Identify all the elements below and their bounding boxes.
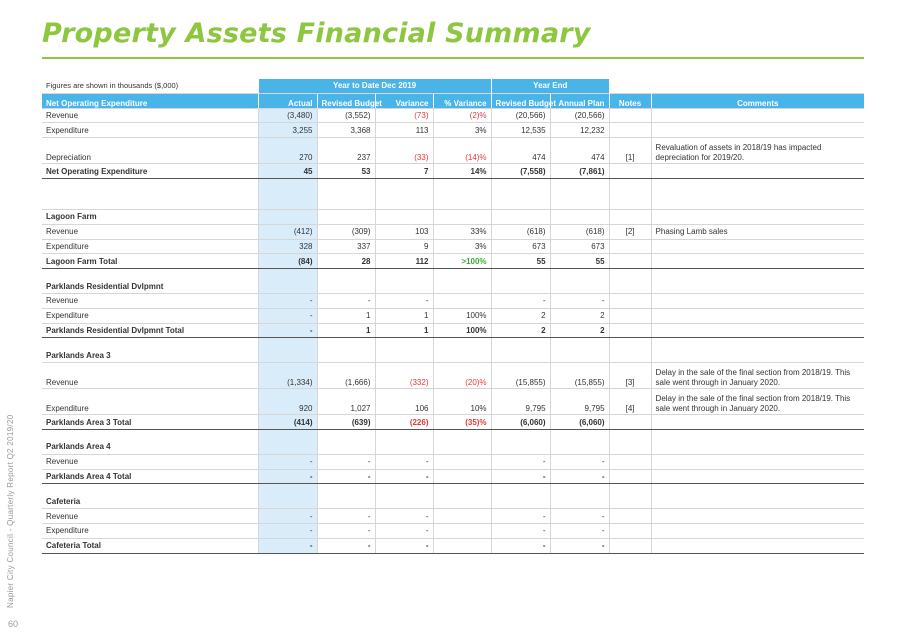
table-row <box>42 123 864 138</box>
cell-annual: 9,795 <box>550 389 609 415</box>
empty-cell <box>550 348 609 362</box>
empty-cell <box>375 440 433 454</box>
cell-actual: - <box>258 523 317 538</box>
row-label: Revenue <box>42 363 258 389</box>
cell-budget: 337 <box>317 239 375 254</box>
table-row <box>42 239 864 254</box>
cell-ye-budget: (7,558) <box>491 164 550 179</box>
cell-ye-budget: 9,795 <box>491 389 550 415</box>
row-label: Revenue <box>42 454 258 469</box>
cell-budget: - <box>317 509 375 524</box>
cell-actual: 328 <box>258 239 317 254</box>
empty-cell <box>258 209 317 224</box>
empty-cell <box>433 494 491 508</box>
row-label: Net Operating Expenditure <box>42 164 258 179</box>
cell-ye-budget: (15,855) <box>491 363 550 389</box>
cell-variance: - <box>375 469 433 484</box>
empty-cell <box>491 348 550 362</box>
spacer-cell <box>375 269 433 280</box>
section-label: Parklands Area 3 <box>42 348 258 362</box>
cell-annual: 2 <box>550 308 609 323</box>
col-header-ye-revised-budget: Revised Budget <box>491 93 550 108</box>
cell-variance: - <box>375 454 433 469</box>
cell-actual: (1,334) <box>258 363 317 389</box>
cell-budget: - <box>317 538 375 553</box>
section-heading-row <box>42 348 864 362</box>
total-row <box>42 164 864 179</box>
spacer-row <box>42 429 864 440</box>
spacer-cell <box>375 484 433 495</box>
col-header-comments: Comments <box>651 93 864 108</box>
cell-pct <box>433 523 491 538</box>
cell-pct <box>433 293 491 308</box>
cell-pct <box>433 509 491 524</box>
spacer-cell <box>651 484 864 495</box>
cell-comment <box>651 509 864 524</box>
row-label: Expenditure <box>42 239 258 254</box>
cell-annual: - <box>550 538 609 553</box>
spacer-cell <box>651 429 864 440</box>
cell-budget: (3,552) <box>317 108 375 123</box>
cell-comment <box>651 123 864 138</box>
cell-actual: - <box>258 323 317 338</box>
spacer-cell <box>491 429 550 440</box>
empty-cell <box>491 279 550 293</box>
total-row <box>42 254 864 269</box>
title-divider <box>42 57 864 59</box>
cell-variance: - <box>375 509 433 524</box>
cell-actual: 270 <box>258 138 317 164</box>
spacer-cell <box>317 484 375 495</box>
cell-ye-budget: 673 <box>491 239 550 254</box>
row-label: Expenditure <box>42 389 258 415</box>
empty-cell <box>651 348 864 362</box>
cell-pct: (35)% <box>433 415 491 430</box>
table-row <box>42 523 864 538</box>
cell-notes <box>609 123 651 138</box>
spacer-row <box>42 269 864 280</box>
cell-ye-budget: 55 <box>491 254 550 269</box>
table-row <box>42 363 864 389</box>
spacer-cell <box>258 178 317 209</box>
empty-cell <box>258 279 317 293</box>
side-footer-text: Napier City Council - Quarterly Report Q2 2019/20 <box>6 414 15 608</box>
section-heading-row <box>42 440 864 454</box>
page-number: 60 <box>8 619 19 629</box>
cell-pct: 3% <box>433 123 491 138</box>
cell-notes <box>609 509 651 524</box>
cell-comment <box>651 308 864 323</box>
cell-notes: [2] <box>609 224 651 239</box>
col-header-actual: Actual <box>258 93 317 108</box>
spacer-row <box>42 484 864 495</box>
empty-cell <box>258 494 317 508</box>
spacer-cell <box>609 178 651 209</box>
cell-actual: 45 <box>258 164 317 179</box>
cell-pct: 100% <box>433 308 491 323</box>
section-heading-row <box>42 279 864 293</box>
cell-variance: 113 <box>375 123 433 138</box>
cell-comment: Revaluation of assets in 2018/19 has impacted depreciation for 2019/20. <box>651 138 864 164</box>
table-row <box>42 454 864 469</box>
total-row <box>42 415 864 430</box>
cell-budget: 1,027 <box>317 389 375 415</box>
spacer-cell <box>433 338 491 349</box>
cell-comment <box>651 323 864 338</box>
empty-cell <box>375 348 433 362</box>
empty-cell <box>550 440 609 454</box>
empty-cell <box>317 279 375 293</box>
cell-notes: [3] <box>609 363 651 389</box>
spacer-cell <box>42 484 258 495</box>
cell-notes <box>609 254 651 269</box>
cell-ye-budget: - <box>491 454 550 469</box>
cell-variance: (33) <box>375 138 433 164</box>
cell-actual: - <box>258 308 317 323</box>
cell-actual: 920 <box>258 389 317 415</box>
cell-annual: 2 <box>550 323 609 338</box>
cell-comment <box>651 293 864 308</box>
cell-budget: 28 <box>317 254 375 269</box>
financial-summary-table <box>42 79 864 554</box>
spacer-cell <box>317 178 375 209</box>
cell-comment <box>651 523 864 538</box>
col-header-notes: Notes <box>609 93 651 108</box>
cell-budget: - <box>317 469 375 484</box>
empty-cell <box>433 440 491 454</box>
spacer-cell <box>317 269 375 280</box>
empty-cell <box>609 348 651 362</box>
empty-cell <box>258 440 317 454</box>
spacer-cell <box>550 429 609 440</box>
cell-notes <box>609 239 651 254</box>
row-label: Revenue <box>42 509 258 524</box>
total-row <box>42 469 864 484</box>
spacer-cell <box>433 269 491 280</box>
cell-notes <box>609 164 651 179</box>
cell-comment <box>651 108 864 123</box>
cell-ye-budget: - <box>491 538 550 553</box>
empty-cell <box>651 209 864 224</box>
row-label: Revenue <box>42 224 258 239</box>
cell-notes <box>609 538 651 553</box>
cell-pct: (20)% <box>433 363 491 389</box>
cell-notes <box>609 469 651 484</box>
spacer-cell <box>317 338 375 349</box>
spacer-cell <box>258 429 317 440</box>
cell-budget: 1 <box>317 308 375 323</box>
col-header-annual-plan: Annual Plan <box>550 93 609 108</box>
cell-comment: Delay in the sale of the final section from 2018/19. This sale went through in January 2020. <box>651 363 864 389</box>
spacer-cell <box>375 338 433 349</box>
spacer-cell <box>317 429 375 440</box>
cell-ye-budget: - <box>491 523 550 538</box>
cell-annual: 673 <box>550 239 609 254</box>
cell-actual: (414) <box>258 415 317 430</box>
table-row <box>42 293 864 308</box>
cell-actual: - <box>258 293 317 308</box>
cell-annual: (618) <box>550 224 609 239</box>
page-title: Property Assets Financial Summary <box>42 18 591 49</box>
cell-pct: 14% <box>433 164 491 179</box>
empty-cell <box>375 279 433 293</box>
section-heading-row <box>42 494 864 508</box>
spacer-cell <box>491 338 550 349</box>
cell-variance: - <box>375 523 433 538</box>
empty-cell <box>317 209 375 224</box>
section-label: Lagoon Farm <box>42 209 258 224</box>
spacer-cell <box>433 429 491 440</box>
table-row <box>42 509 864 524</box>
row-label: Parklands Area 3 Total <box>42 415 258 430</box>
col-header-variance: Variance <box>375 93 433 108</box>
row-label: Cafeteria Total <box>42 538 258 553</box>
cell-budget: 237 <box>317 138 375 164</box>
cell-annual: 12,232 <box>550 123 609 138</box>
spacer-cell <box>609 269 651 280</box>
empty-cell <box>317 348 375 362</box>
cell-variance: - <box>375 538 433 553</box>
cell-ye-budget: 474 <box>491 138 550 164</box>
spacer-cell <box>42 429 258 440</box>
empty-cell <box>651 494 864 508</box>
row-label: Lagoon Farm Total <box>42 254 258 269</box>
cell-notes <box>609 293 651 308</box>
cell-ye-budget: (20,566) <box>491 108 550 123</box>
empty-cell <box>317 440 375 454</box>
empty-cell <box>433 348 491 362</box>
cell-budget: 3,368 <box>317 123 375 138</box>
cell-variance: (332) <box>375 363 433 389</box>
cell-variance: 7 <box>375 164 433 179</box>
spacer-cell <box>491 269 550 280</box>
spacer-cell <box>258 484 317 495</box>
cell-pct: 33% <box>433 224 491 239</box>
cell-comment <box>651 239 864 254</box>
cell-pct: >100% <box>433 254 491 269</box>
empty-cell <box>609 494 651 508</box>
section-label: Cafeteria <box>42 494 258 508</box>
cell-variance: 9 <box>375 239 433 254</box>
row-label: Parklands Area 4 Total <box>42 469 258 484</box>
empty-cell <box>550 209 609 224</box>
spacer-cell <box>491 484 550 495</box>
cell-annual: (7,861) <box>550 164 609 179</box>
cell-pct: 100% <box>433 323 491 338</box>
cell-pct: 10% <box>433 389 491 415</box>
total-row <box>42 538 864 553</box>
spacer-cell <box>609 429 651 440</box>
cell-ye-budget: - <box>491 509 550 524</box>
row-label: Revenue <box>42 108 258 123</box>
cell-pct: (14)% <box>433 138 491 164</box>
spacer-cell <box>42 269 258 280</box>
cell-notes <box>609 108 651 123</box>
cell-ye-budget: 2 <box>491 308 550 323</box>
table-row <box>42 108 864 123</box>
cell-comment <box>651 254 864 269</box>
spacer-cell <box>609 338 651 349</box>
cell-annual: 474 <box>550 138 609 164</box>
cell-ye-budget: - <box>491 293 550 308</box>
figures-caption: Figures are shown in thousands ($,000) <box>42 79 258 93</box>
cell-comment <box>651 415 864 430</box>
spacer-cell <box>433 484 491 495</box>
col-header-revised-budget: Revised Budget <box>317 93 375 108</box>
row-label: Expenditure <box>42 523 258 538</box>
spacer-cell <box>550 269 609 280</box>
empty-cell <box>651 440 864 454</box>
year-end-band: Year End <box>491 79 609 93</box>
spacer-cell <box>491 178 550 209</box>
cell-pct <box>433 454 491 469</box>
empty-cell <box>550 279 609 293</box>
spacer-cell <box>42 178 258 209</box>
col-header-pct-variance: % Variance <box>433 93 491 108</box>
empty-cell <box>258 348 317 362</box>
cell-budget: (639) <box>317 415 375 430</box>
cell-budget: 1 <box>317 323 375 338</box>
cell-annual: - <box>550 509 609 524</box>
cell-pct <box>433 538 491 553</box>
empty-cell <box>651 279 864 293</box>
cell-ye-budget: (618) <box>491 224 550 239</box>
cell-budget: - <box>317 293 375 308</box>
spacer-cell <box>651 269 864 280</box>
row-label: Depreciation <box>42 138 258 164</box>
cell-variance: 112 <box>375 254 433 269</box>
table-row <box>42 389 864 415</box>
empty-cell <box>491 440 550 454</box>
cell-budget: (1,666) <box>317 363 375 389</box>
total-row <box>42 323 864 338</box>
cell-variance: 1 <box>375 323 433 338</box>
cell-budget: - <box>317 523 375 538</box>
spacer-cell <box>433 178 491 209</box>
spacer-cell <box>375 178 433 209</box>
spacer-cell <box>609 484 651 495</box>
section-heading-row <box>42 209 864 224</box>
cell-annual: (6,060) <box>550 415 609 430</box>
cell-pct: (2)% <box>433 108 491 123</box>
cell-actual: - <box>258 509 317 524</box>
cell-annual: - <box>550 454 609 469</box>
cell-comment: Delay in the sale of the final section from 2018/19. This sale went through in January 2020. <box>651 389 864 415</box>
cell-ye-budget: 12,535 <box>491 123 550 138</box>
spacer-cell <box>42 338 258 349</box>
cell-actual: (3,480) <box>258 108 317 123</box>
cell-comment <box>651 454 864 469</box>
empty-cell <box>433 209 491 224</box>
empty-cell <box>609 209 651 224</box>
spacer-row <box>42 178 864 209</box>
empty-cell <box>491 209 550 224</box>
empty-cell <box>317 494 375 508</box>
cell-notes: [4] <box>609 389 651 415</box>
cell-budget: 53 <box>317 164 375 179</box>
cell-annual: - <box>550 469 609 484</box>
cell-comment <box>651 469 864 484</box>
spacer-cell <box>375 429 433 440</box>
cell-ye-budget: 2 <box>491 323 550 338</box>
cell-budget: - <box>317 454 375 469</box>
cell-notes <box>609 308 651 323</box>
cell-annual: (20,566) <box>550 108 609 123</box>
cell-ye-budget: (6,060) <box>491 415 550 430</box>
cell-actual: - <box>258 538 317 553</box>
cell-variance: - <box>375 293 433 308</box>
table-row <box>42 224 864 239</box>
spacer-cell <box>651 338 864 349</box>
cell-notes <box>609 454 651 469</box>
spacer-cell <box>550 178 609 209</box>
cell-variance: (226) <box>375 415 433 430</box>
table-row <box>42 138 864 164</box>
empty-cell <box>491 494 550 508</box>
column-header-row <box>42 93 864 108</box>
spacer-cell <box>258 338 317 349</box>
cell-annual: - <box>550 293 609 308</box>
table-row <box>42 308 864 323</box>
col-header-label: Net Operating Expenditure <box>42 93 258 108</box>
cell-notes <box>609 523 651 538</box>
cell-actual: 3,255 <box>258 123 317 138</box>
cell-actual: (84) <box>258 254 317 269</box>
row-label: Expenditure <box>42 123 258 138</box>
cell-actual: (412) <box>258 224 317 239</box>
row-label: Expenditure <box>42 308 258 323</box>
cell-actual: - <box>258 454 317 469</box>
cell-comment: Phasing Lamb sales <box>651 224 864 239</box>
empty-cell <box>609 440 651 454</box>
spacer-cell <box>550 338 609 349</box>
cell-comment <box>651 538 864 553</box>
spacer-cell <box>651 178 864 209</box>
band-header-row <box>42 79 864 93</box>
empty-cell <box>375 209 433 224</box>
cell-pct <box>433 469 491 484</box>
cell-notes <box>609 415 651 430</box>
empty-cell <box>550 494 609 508</box>
cell-annual: 55 <box>550 254 609 269</box>
row-label: Revenue <box>42 293 258 308</box>
empty-cell <box>375 494 433 508</box>
cell-annual: - <box>550 523 609 538</box>
cell-notes <box>609 323 651 338</box>
cell-variance: 106 <box>375 389 433 415</box>
cell-budget: (309) <box>317 224 375 239</box>
section-label: Parklands Area 4 <box>42 440 258 454</box>
cell-notes: [1] <box>609 138 651 164</box>
cell-annual: (15,855) <box>550 363 609 389</box>
cell-variance: 103 <box>375 224 433 239</box>
empty-cell <box>609 279 651 293</box>
cell-pct: 3% <box>433 239 491 254</box>
cell-variance: 1 <box>375 308 433 323</box>
empty-cell <box>433 279 491 293</box>
row-label: Parklands Residential Dvlpmnt Total <box>42 323 258 338</box>
spacer-row <box>42 338 864 349</box>
cell-ye-budget: - <box>491 469 550 484</box>
cell-variance: (73) <box>375 108 433 123</box>
cell-actual: - <box>258 469 317 484</box>
spacer-cell <box>258 269 317 280</box>
cell-comment <box>651 164 864 179</box>
section-label: Parklands Residential Dvlpmnt <box>42 279 258 293</box>
ytd-band: Year to Date Dec 2019 <box>258 79 491 93</box>
spacer-cell <box>550 484 609 495</box>
